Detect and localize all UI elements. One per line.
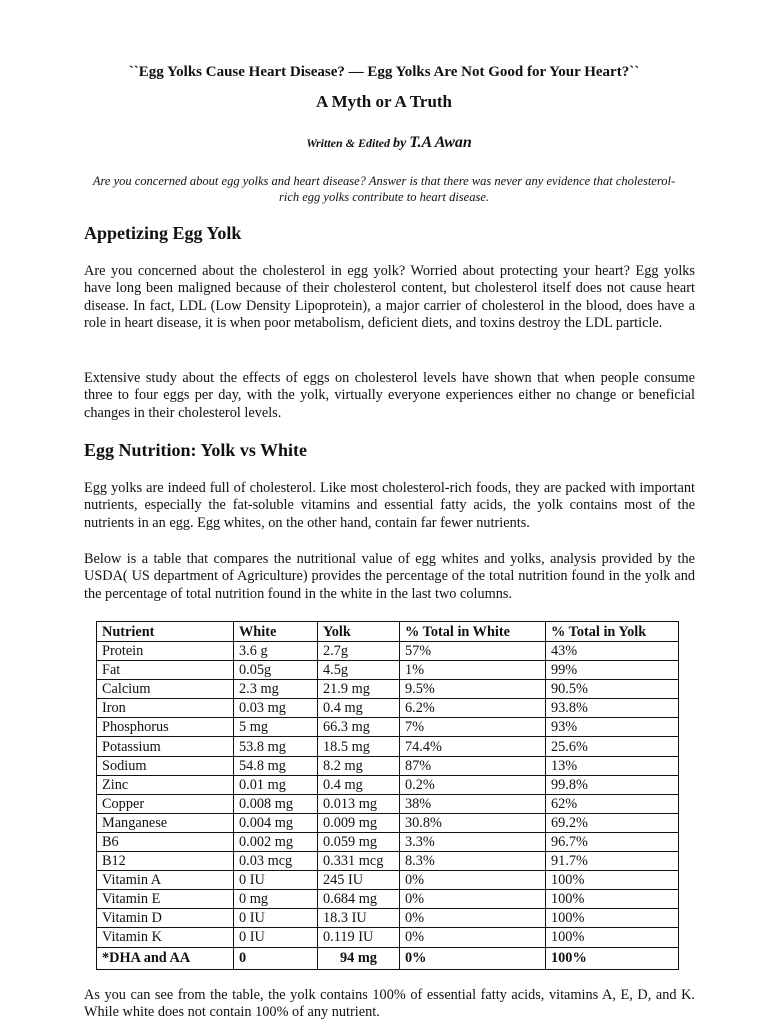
table-cell: 0.013 mg	[318, 794, 400, 813]
table-cell: 245 IU	[318, 871, 400, 890]
table-cell: 0.002 mg	[234, 832, 318, 851]
table-cell: 100%	[546, 928, 679, 947]
document-subtitle: A Myth or A Truth	[315, 92, 453, 111]
heading-appetizing-egg-yolk: Appetizing Egg Yolk	[84, 223, 242, 243]
table-cell: 93.8%	[546, 699, 679, 718]
table-cell: 5 mg	[234, 718, 318, 737]
table-row	[97, 832, 679, 851]
table-header-cell: Yolk	[318, 622, 400, 642]
table-cell: 0.2%	[400, 775, 546, 794]
table-cell: 25.6%	[546, 737, 679, 756]
table-cell: Phosphorus	[97, 718, 234, 737]
table-cell: 7%	[400, 718, 546, 737]
table-cell: 54.8 mg	[234, 756, 318, 775]
table-row	[97, 699, 679, 718]
table-cell: 0%	[400, 890, 546, 909]
table-cell: 0.05g	[234, 661, 318, 680]
table-header-cell: % Total in White	[400, 622, 546, 642]
table-cell: 0.4 mg	[318, 699, 400, 718]
table-cell: 100%	[546, 871, 679, 890]
table-cell: *DHA and AA	[97, 947, 234, 969]
table-cell: 0.03 mcg	[234, 852, 318, 871]
table-cell: 13%	[546, 756, 679, 775]
table-row	[97, 794, 679, 813]
table-cell: 99.8%	[546, 775, 679, 794]
table-cell: 18.3 IU	[318, 909, 400, 928]
table-row	[97, 852, 679, 871]
table-header-row	[97, 622, 679, 642]
table-cell: Iron	[97, 699, 234, 718]
table-cell: 3.6 g	[234, 642, 318, 661]
heading-egg-nutrition: Egg Nutrition: Yolk vs White	[84, 440, 308, 460]
table-cell: 93%	[546, 718, 679, 737]
table-row	[97, 642, 679, 661]
table-row	[97, 756, 679, 775]
table-cell: 74.4%	[400, 737, 546, 756]
table-header-cell: % Total in Yolk	[546, 622, 679, 642]
table-cell: Vitamin A	[97, 871, 234, 890]
table-cell: 0%	[400, 928, 546, 947]
table-cell: 0.009 mg	[318, 813, 400, 832]
table-header-cell: Nutrient	[97, 622, 234, 642]
document-title: ``Egg Yolks Cause Heart Disease? — Egg Yolks Are Not Good for Your Heart?``	[128, 64, 640, 80]
table-cell: 0 IU	[234, 928, 318, 947]
table-cell: Vitamin E	[97, 890, 234, 909]
table-cell: Potassium	[97, 737, 234, 756]
table-cell: 87%	[400, 756, 546, 775]
table-cell: 1%	[400, 661, 546, 680]
paragraph-conclusion: As you can see from the table, the yolk contains 100% of essential fatty acids, vitamins A, E, D, and K. While white does not contain 100% of any nutrient.	[84, 987, 695, 1021]
table-row	[97, 909, 679, 928]
author-name: T.A Awan	[409, 134, 472, 151]
table-cell: 62%	[546, 794, 679, 813]
table-cell: B12	[97, 852, 234, 871]
table-cell: 66.3 mg	[318, 718, 400, 737]
table-cell: 0.059 mg	[318, 832, 400, 851]
table-cell: 0.119 IU	[318, 928, 400, 947]
table-row	[97, 947, 679, 969]
table-row	[97, 775, 679, 794]
table-cell: Calcium	[97, 680, 234, 699]
table-cell: 0.004 mg	[234, 813, 318, 832]
table-cell: Vitamin K	[97, 928, 234, 947]
intro-text: Are you concerned about egg yolks and heart disease? Answer is that there was never any evidence that cholesterol-rich egg yolks contribute to heart disease.	[92, 174, 676, 204]
table-cell: 0.008 mg	[234, 794, 318, 813]
table-cell: 0.01 mg	[234, 775, 318, 794]
table-cell: 8.2 mg	[318, 756, 400, 775]
table-cell: 0 IU	[234, 909, 318, 928]
table-cell: 3.3%	[400, 832, 546, 851]
table-cell: 9.5%	[400, 680, 546, 699]
table-cell: 96.7%	[546, 832, 679, 851]
table-cell: Zinc	[97, 775, 234, 794]
table-cell: 0.684 mg	[318, 890, 400, 909]
table-cell: Copper	[97, 794, 234, 813]
table-cell: 100%	[546, 890, 679, 909]
table-row	[97, 871, 679, 890]
table-cell: Manganese	[97, 813, 234, 832]
table-cell: 0 IU	[234, 871, 318, 890]
byline-by: by	[393, 136, 407, 151]
byline-prefix: Written & Edited	[306, 136, 390, 150]
table-cell: 6.2%	[400, 699, 546, 718]
table-cell: 90.5%	[546, 680, 679, 699]
table-cell: 2.3 mg	[234, 680, 318, 699]
table-cell: 43%	[546, 642, 679, 661]
table-cell: 0	[234, 947, 318, 969]
table-cell: Vitamin D	[97, 909, 234, 928]
paragraph-study-effects: Extensive study about the effects of eggs on cholesterol levels have shown that when people consume three to four eggs per day, with the yolk, virtually everyone experiences either no change or beneficial changes in their cholesterol levels.	[84, 370, 695, 421]
table-cell: 0.4 mg	[318, 775, 400, 794]
table-row	[97, 813, 679, 832]
table-cell: 38%	[400, 794, 546, 813]
table-cell: 0%	[400, 871, 546, 890]
table-cell: 0 mg	[234, 890, 318, 909]
table-cell: 0.03 mg	[234, 699, 318, 718]
table-cell: 4.5g	[318, 661, 400, 680]
table-cell: 18.5 mg	[318, 737, 400, 756]
table-row	[97, 890, 679, 909]
table-row	[97, 737, 679, 756]
paragraph-cholesterol-concern: Are you concerned about the cholesterol in egg yolk? Worried about protecting your heart? Egg yolks have long been maligned because of their cholesterol content, but cholesterol itself does not cause heart disease. In fact, LDL (Low Density Lipoprotein), a major carrier of cholesterol in the blood, does have a role in heart disease, it is when poor metabolism, deficient diets, and toxins destroy the LDL particle.	[84, 263, 695, 331]
nutrition-table	[96, 621, 679, 970]
table-cell: 0%	[400, 947, 546, 969]
paragraph-yolk-nutrients: Egg yolks are indeed full of cholesterol. Like most cholesterol-rich foods, they are packed with important nutrients, especially the fat-soluble vitamins and essential fatty acids, the yolk contains most of the nutrients in an egg. Egg whites, on the other hand, contain far fewer nutrients.	[84, 480, 695, 531]
table-cell: 0.331 mcg	[318, 852, 400, 871]
table-row	[97, 718, 679, 737]
table-cell: 100%	[546, 909, 679, 928]
table-cell: 57%	[400, 642, 546, 661]
table-cell: 30.8%	[400, 813, 546, 832]
table-cell: 91.7%	[546, 852, 679, 871]
byline	[0, 134, 768, 152]
table-row	[97, 661, 679, 680]
table-header-cell: White	[234, 622, 318, 642]
table-cell: 69.2%	[546, 813, 679, 832]
table-cell: Protein	[97, 642, 234, 661]
paragraph-table-intro: Below is a table that compares the nutritional value of egg whites and yolks, analysis provided by the USDA( US department of Agriculture) provides the percentage of the total nutrition found in the yolk and the percentage of total nutrition found in the white in the last two columns.	[84, 551, 695, 602]
table-cell: 21.9 mg	[318, 680, 400, 699]
table-cell: 99%	[546, 661, 679, 680]
table-cell: 8.3%	[400, 852, 546, 871]
table-cell: 0%	[400, 909, 546, 928]
table-cell: Sodium	[97, 756, 234, 775]
table-cell: Fat	[97, 661, 234, 680]
table-cell: 100%	[546, 947, 679, 969]
table-row	[97, 680, 679, 699]
table-cell: 2.7g	[318, 642, 400, 661]
table-row	[97, 928, 679, 947]
table-cell: 94 mg	[318, 947, 400, 969]
table-cell: B6	[97, 832, 234, 851]
table-cell: 53.8 mg	[234, 737, 318, 756]
